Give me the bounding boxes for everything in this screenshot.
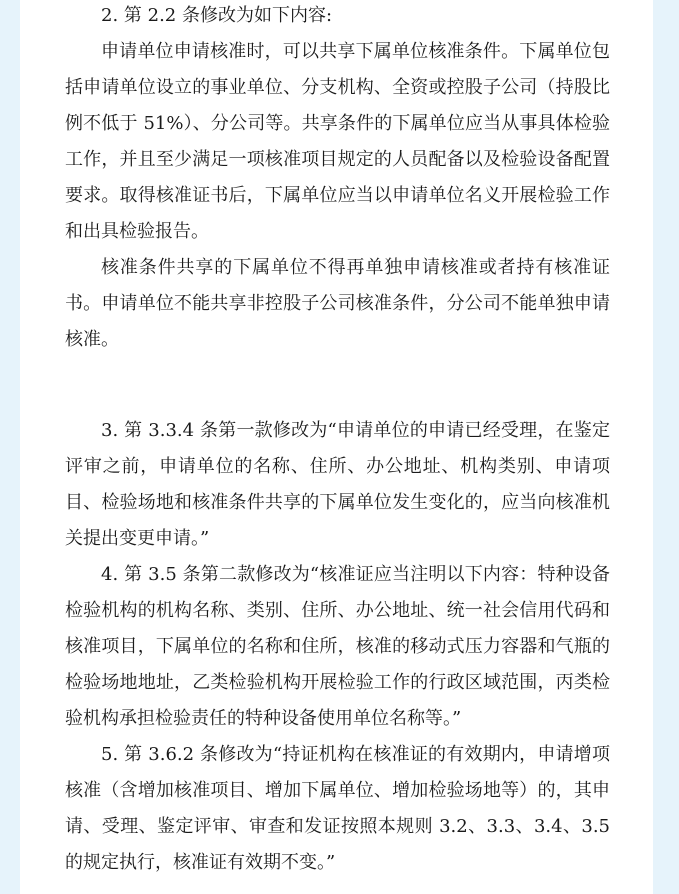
paragraph-item-2-note: 核准条件共享的下属单位不得再单独申请核准或者持有核准证书。申请单位不能共享非控股子公司核准条件，分公司不能单独申请核准。 xyxy=(65,257,610,350)
document-page xyxy=(20,0,653,894)
paragraph-item-3: 3. 第 3.3.4 条第一款修改为“申请单位的申请已经受理，在鉴定评审之前，申请单位的名称、住所、办公地址、机构类别、申请项目、检验场地和核准条件共享的下属单位发生变化的，应当向核准机关提出变更申请。” xyxy=(65,420,610,549)
paragraph-item-2-heading: 2. 第 2.2 条修改为如下内容: xyxy=(101,5,333,26)
paragraph-item-4: 4. 第 3.5 条第二款修改为“核准证应当注明以下内容：特种设备检验机构的机构名称、类别、住所、办公地址、统一社会信用代码和核准项目，下属单位的名称和住所，核准的移动式压力容器和气瓶的检验场地地址，乙类检验机构开展检验工作的行政区域范围，丙类检验机构承担检验责任的特种设备使用单位名称等。” xyxy=(65,564,610,729)
paragraph-spacer xyxy=(65,358,610,413)
document-body xyxy=(65,0,610,881)
paragraph-item-2-body: 申请单位申请核准时，可以共享下属单位核准条件。下属单位包括申请单位设立的事业单位、分支机构、全资或控股子公司（持股比例不低于 51%）、分公司等。共享条件的下属单位应当从事具体检验工作，并且至少满足一项核准项目规定的人员配备以及检验设备配置要求。取得核准证书后，下属单位应当以申请单位名义开展检验工作和出具检验报告。 xyxy=(65,41,610,242)
paragraph-item-5: 5. 第 3.6.2 条修改为“持证机构在核准证的有效期内，申请增项核准（含增加核准项目、增加下属单位、增加检验场地等）的，其申请、受理、鉴定评审、审查和发证按照本规则 3.2、3.3、3.4、3.5 的规定执行，核准证有效期不变。” xyxy=(65,744,610,873)
